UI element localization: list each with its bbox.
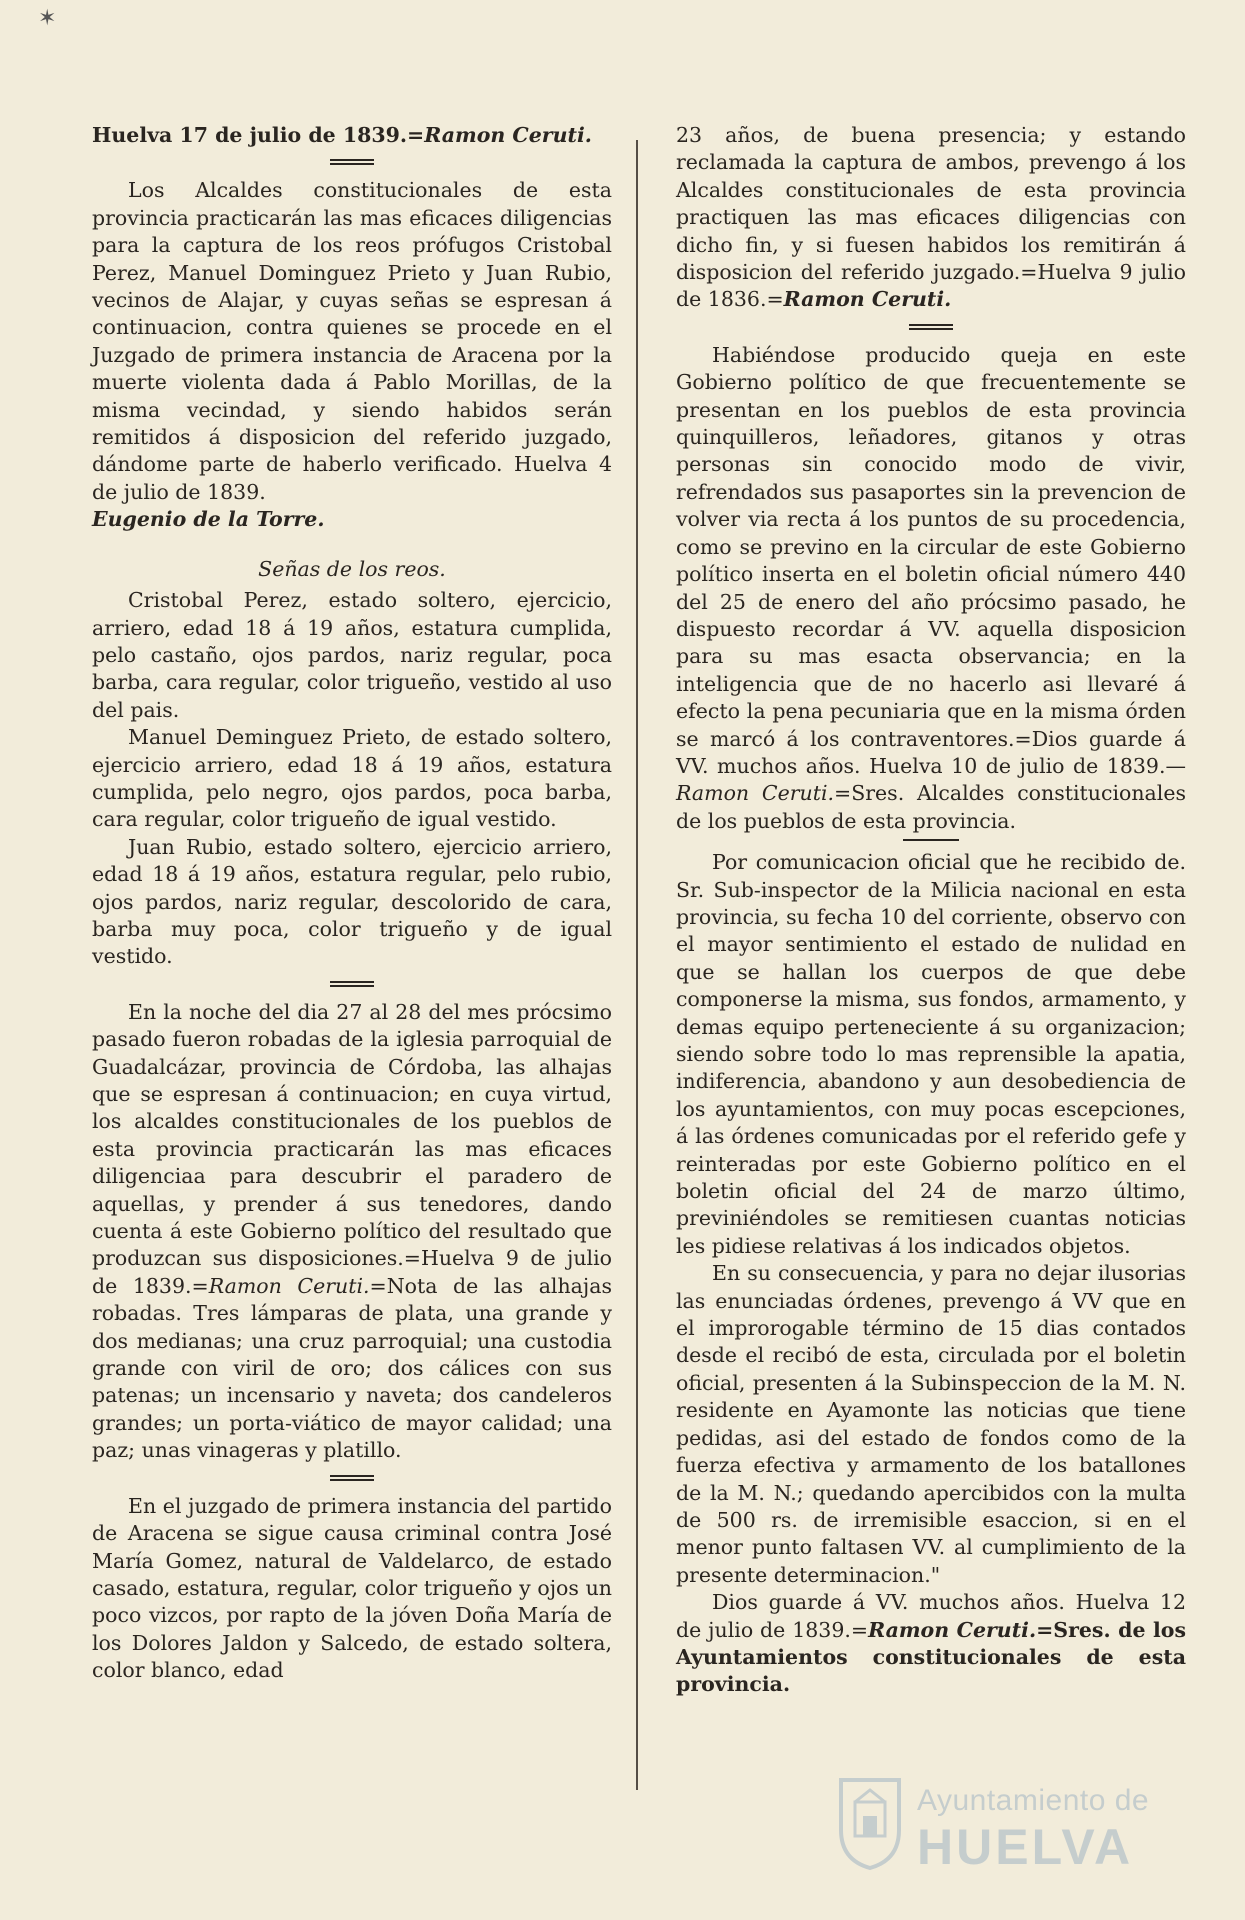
right-column (676, 122, 1186, 1699)
notice-2-list: =Nota de las alhajas robadas. Tres lámparas de plata, una grande y dos medianas; una cruz parroquial; una custodia grande con viril de oro; dos cálices con sus patenas; un incensario y naveta; dos candeleros grandes; un porta-viático de mayor calidad; una paz; unas vinageras y platillo. (92, 1273, 612, 1463)
header-signature: Ramon Ceruti. (424, 123, 592, 147)
reo-3: Juan Rubio, estado soltero, ejercicio arriero, edad 18 á 19 años, estatura regular, pelo rubio, ojos pardos, nariz regular, descolorido de cara, barba muy poca, color trigueño y de igual vestido. (92, 834, 612, 969)
watermark (835, 1772, 1175, 1882)
corner-mark-icon: ✶ (38, 6, 57, 31)
notice-3-signature: Ramon Ceruti. (783, 287, 952, 312)
dash-separator (676, 839, 1186, 841)
column-rule (636, 140, 638, 1790)
header-line (92, 122, 612, 149)
left-column (92, 122, 612, 1685)
notice-1-text: Los Alcaldes constitucionales de esta provincia practicarán las mas eficaces diligencias para la captura de los reos prófugos Cristobal Perez, Manuel Dominguez Prieto y Juan Rubio, vecinos de Alajar, y cuyas señas se espresan á continuacion, contra quienes se procede en el Juzgado de primera instancia de Aracena por la muerte violenta dada á Pablo Morillas, de la misma vecindad, y siendo habidos serán remitidos á disposicion del referido juzgado, dándome parte de haberlo verificado. Huelva 4 de julio de 1839. (92, 178, 612, 504)
notice-3: En el juzgado de primera instancia del partido de Aracena se sigue causa criminal contra José María Gomez, natural de Valdelarco, de estado casado, estatura, regular, color trigueño y ojos un poco vizcos, por rapto de la jóven Doña María de los Dolores Jaldon y Salcedo, de estado soltera, color blanco, edad (92, 1493, 612, 1683)
notice-5-end: =Sres. de los Ayuntamientos constitucionales de esta provincia. (676, 1617, 1186, 1697)
separator (92, 1475, 612, 1481)
notice-5-signature: Ramon Ceruti. (868, 1617, 1037, 1642)
notice-4-signature: Ramon Ceruti. (676, 781, 835, 806)
notice-1-signature: Eugenio de la Torre. (92, 507, 325, 532)
reo-2: Manuel Deminguez Prieto, de estado soltero, ejercicio arriero, edad 18 á 19 años, estatura cumplida, pelo negro, ojos pardos, poca barba, cara regular, color trigueño de igual vestido. (92, 725, 612, 832)
reo-1: Cristobal Perez, estado soltero, ejercicio, arriero, edad 18 á 19 años, estatura cumplida, pelo castaño, ojos pardos, nariz regular, poca barba, cara regular, color trigueño, vestido al uso del pais. (92, 588, 612, 722)
watermark-line-1: Ayuntamiento de (917, 1784, 1150, 1817)
senas-heading: Señas de los reos. (258, 556, 446, 581)
notice-3-cont-text: 23 años, de buena presencia; y estando reclamada la captura de ambos, prevengo á los Alcaldes constitucionales de esta provincia practiquen las mas eficaces diligencias con dicho fin, y si fuesen habidos los remitirán á disposicion del referido juzgado.=Huelva 9 julio de 1836.= (676, 123, 1186, 312)
notice-5-close (676, 1589, 1186, 1699)
notice-1 (92, 177, 612, 533)
notice-4 (676, 342, 1186, 835)
city-shield-icon (835, 1772, 905, 1872)
watermark-line-2: HUELVA (917, 1819, 1134, 1875)
separator (676, 324, 1186, 330)
separator (92, 159, 612, 165)
notice-4-text: Habiéndose producido queja en este Gobierno político de que frecuentemente se presentan en los pueblos de esta provincia quinquilleros, leñadores, gitanos y otras personas sin conocido modo de vivir, refrendados sus pasaportes sin la prevencion de volver via recta á los puntos de su procedencia, como se previno en la circular de este Gobierno político inserta en el boletin oficial número 440 del 25 de enero del año prócsimo pasado, he dispuesto recordar á VV. aquella disposicion para su mas esacta observancia; en la inteligencia que de no hacerlo asi llevaré á efecto la pena pecuniaria que en la misma órden se marcó á los contraventores.=Dios guarde á VV. muchos años. Huelva 10 de julio de 1839.— (676, 342, 1186, 778)
header-text: Huelva 17 de julio de 1839.= (92, 123, 425, 147)
notice-4-end: =Sres. Alcaldes constitucionales de los pueblos de esta provincia. (676, 781, 1186, 833)
notice-2-signature: Ramon Ceruti. (208, 1273, 370, 1298)
notice-5-p1: Por comunicacion oficial que he recibido de. Sr. Sub-inspector de la Milicia nacional en esta provincia, su fecha 10 del corriente, observo con el mayor sentimiento el estado de nulidad en que se hallan los cuerpos de que debe componerse la misma, sus fondos, armamento, y demas equipo perteneciente á su organizacion; siendo sobre todo lo mas reprensible la apatia, indiferencia, abandono y aun desobediencia de los ayuntamientos, con muy pocas escepciones, á las órdenes comunicadas por el referido gefe y reinteradas por este Gobierno político en el boletin oficial del 24 de marzo último, previniéndoles se remitiesen cuantas noticias les pidiese relativas á los indicados objetos. (676, 850, 1186, 1258)
notice-3-continued (676, 122, 1186, 314)
notice-5-p2: En su consecuencia, y para no dejar ilusorias las enunciadas órdenes, prevengo á VV que en el improrogable término de 15 dias contados desde el recibó de esta, circulada por el boletin oficial, presenten á la Subinspeccion de la M. N. residente en Ayamonte las noticias que tiene pedidas, asi del estado de fondos como de la fuerza efectiva y armamento de los batallones de la M. N.; quedando apercibidos con la multa de 500 rs. de irremisible esaccion, si en el menor punto faltasen VV. al cumplimiento de la presente determinacion." (676, 1261, 1186, 1587)
notice-5-close-text: Dios guarde á VV. muchos años. Huelva 12 de julio de 1839.= (676, 1590, 1186, 1642)
notice-2-text: En la noche del dia 27 al 28 del mes prócsimo pasado fueron robadas de la iglesia parroquial de Guadalcázar, provincia de Córdoba, las alhajas que se espresan á continuacion; en cuya virtud, los alcaldes constitucionales de los pueblos de esta provincia practicarán las mas eficaces diligenciaa para descubrir el paradero de aquellas, y prender á sus tenedores, dando cuenta á este Gobierno político del resultado que produzcan sus disposiciones.=Huelva 9 de julio de 1839.= (92, 999, 612, 1298)
notice-2 (92, 999, 612, 1465)
separator (92, 981, 612, 987)
